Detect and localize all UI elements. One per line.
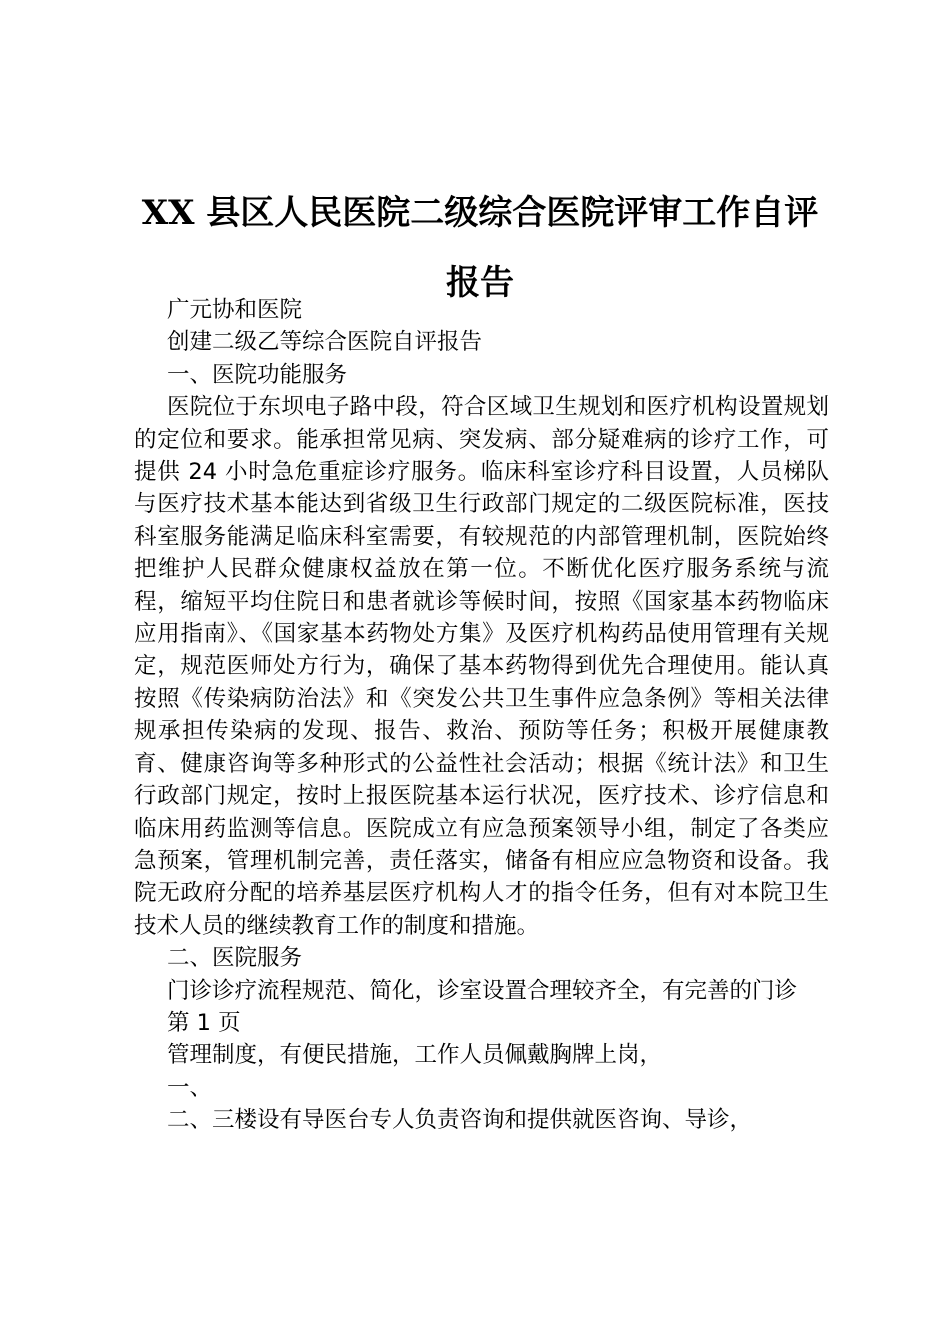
- continued-paragraph: 管理制度，有便民措施，工作人员佩戴胸牌上岗，: [167, 1042, 663, 1069]
- section-1-paragraph: 医院位于东坝电子路中段，符合区域卫生规划和医疗机构设置规划的定位和要求。能承担常见病、突发病、部分疑难病的诊疗工作，可提供 24 小时急危重症诊疗服务。临床科室诊疗科目设置，人员梯队与医疗技术基本能达到省级卫生行政部门规定的二级医院标准，医技科室服务能满足临床科室需要，有较规范的内部管理机制，医院始终把维护人民群众健康权益放在第一位。不断优化医疗服务系统与流程，缩短平均住院日和患者就诊等候时间，按照《国家基本药物临床应用指南》、《国家基本药物处方集》及医疗机构药品使用管理有关规定，规范医师处方行为，确保了基本药物得到优先合理使用。能认真按照《传染病防治法》和《突发公共卫生事件应急条例》等相关法律规承担传染病的发现、报告、救治、预防等任务；积极开展健康教育、健康咨询等多种形式的公益性社会活动；根据《统计法》和卫生行政部门规定，按时上报医院基本运行状况，医疗技术、诊疗信息和临床用药监测等信息。医院成立有应急预案领导小组，制定了各类应急预案，管理机制完善，责任落实，储备有相应应急物资和设备。我院无政府分配的培养基层医疗机构人才的指令任务，但有对本院卫生技术人员的继续教育工作的制度和措施。: [134, 394, 829, 939]
- section-2-paragraph: 门诊诊疗流程规范、简化，诊室设置合理较齐全，有完善的门诊: [167, 977, 798, 1004]
- report-subtitle: 创建二级乙等综合医院自评报告: [167, 329, 483, 356]
- list-item-2: 二、三楼设有导医台专人负责咨询和提供就医咨询、导诊，: [167, 1107, 753, 1134]
- section-heading-2: 二、医院服务: [167, 945, 303, 972]
- document-body: [134, 294, 829, 1137]
- section-heading-1: 一、医院功能服务: [167, 361, 348, 388]
- title-line-2: 报告: [446, 263, 514, 303]
- title-line-1: XX 县区人民医院二级综合医院评审工作自评: [141, 193, 819, 233]
- list-marker-1: 一、: [167, 1074, 213, 1101]
- hospital-name: 广元协和医院: [167, 297, 303, 323]
- page-number: 第 1 页: [167, 1009, 241, 1036]
